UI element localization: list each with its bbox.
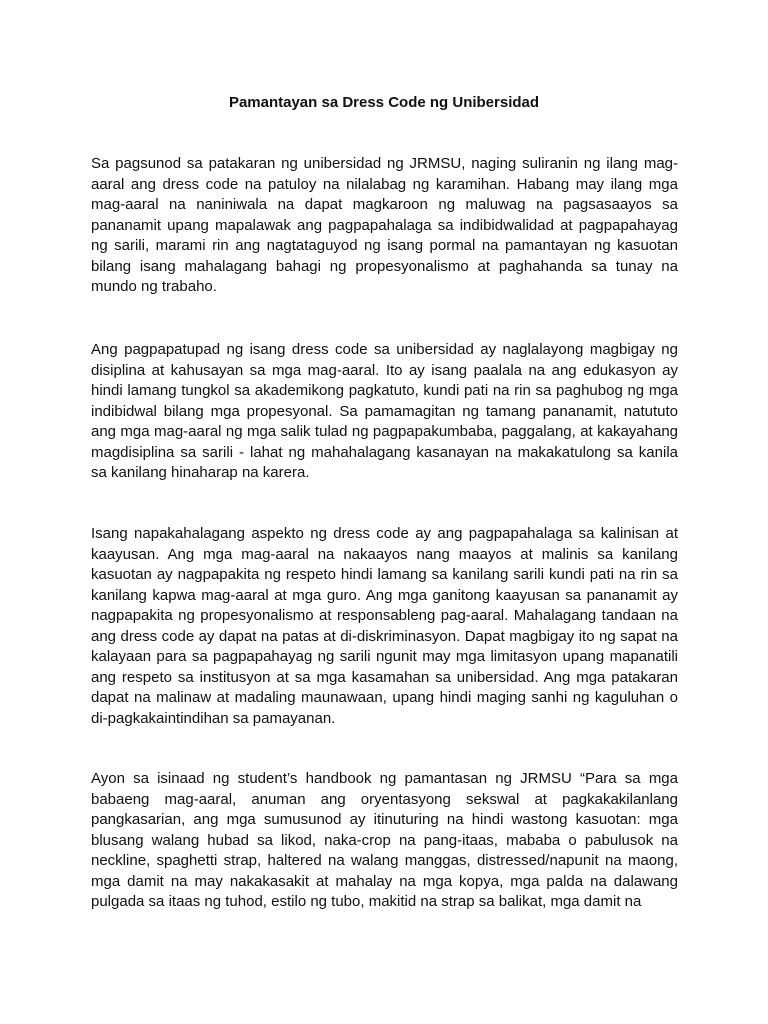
paragraph-3: Isang napakahalagang aspekto ng dress code ay ang pagpapahalaga sa kalinisan at kaayusan. Ang mga mag-aaral na nakaayos nang maayos at malinis sa kanilang kasuotan ay nagpapakita ng respeto hindi lamang sa kanilang sarili kundi pati na rin sa kanilang kapwa mag-aaral at mga guro. Ang mga ganitong kaayusan sa pananamit ay nagpapakita ng propesyonalismo at responsableng pag-aaral. Mahalagang tandaan na ang dress code ay dapat na patas at di-diskriminasyon. Dapat magbigay ito ng sapat na kalayaan para sa pagpapahayag ng sarili ngunit may mga limitasyon upang mapanatili ang respeto sa institusyon at sa mga kasamahan sa unibersidad. Ang mga patakaran dapat na malinaw at madaling maunawaan, upang hindi maging sanhi ng kaguluhan o di-pagkakaintindihan sa pamayanan. xyxy=(91,525,678,727)
paragraph-4: Ayon sa isinaad ng student’s handbook ng pamantasan ng JRMSU “Para sa mga babaeng mag-aaral, anuman ang oryentasyong sekswal at pagkakakilanlang pangkasarian, ang mga sumusunod ay itinuturing na hindi wastong kasuotan: mga blusang walang hubad sa likod, naka-crop na pang-itaas, mababa o pabulusok na neckline, spaghetti strap, haltered na walang manggas, distressed/napunit na maong, mga damit na may nakakasakit at mahalay na mga kopya, mga palda na dalawang pulgada sa itaas ng tuhod, estilo ng tubo, makitid na strap sa balikat, mga damit na xyxy=(91,770,678,910)
paragraph-2: Ang pagpapatupad ng isang dress code sa unibersidad ay naglalayong magbigay ng disiplina at kahusayan sa mga mag-aaral. Ito ay isang paalala na ang edukasyon ay hindi lamang tungkol sa akademikong pagkatuto, kundi pati na rin sa paghubog ng mga indibidwal bilang mga propesyonal. Sa pamamagitan ng tamang pananamit, natututo ang mga mag-aaral ng mga salik tulad ng pagpapakumbaba, paggalang, at kakayahang magdisiplina sa sarili - lahat ng mahahalagang kasanayan na makakatulong sa kanila sa kanilang hinaharap na karera. xyxy=(91,341,678,481)
paragraph-1: Sa pagsunod sa patakaran ng unibersidad ng JRMSU, naging suliranin ng ilang mag-aaral ang dress code na patuloy na nilalabag ng karamihan. Habang may ilang mga mag-aaral na naniniwala na dapat magkaroon ng maluwag na pagsasaayos sa pananamit upang mapalawak ang pagpapahalaga sa indibidwalidad at pagpapahayag ng sarili, marami rin ang nagtataguyod ng isang pormal na pamantayan ng kasuotan bilang isang mahalagang bahagi ng propesyonalismo at paghahanda sa tunay na mundo ng trabaho. xyxy=(91,155,678,295)
document-title: Pamantayan sa Dress Code ng Unibersidad xyxy=(228,94,540,111)
